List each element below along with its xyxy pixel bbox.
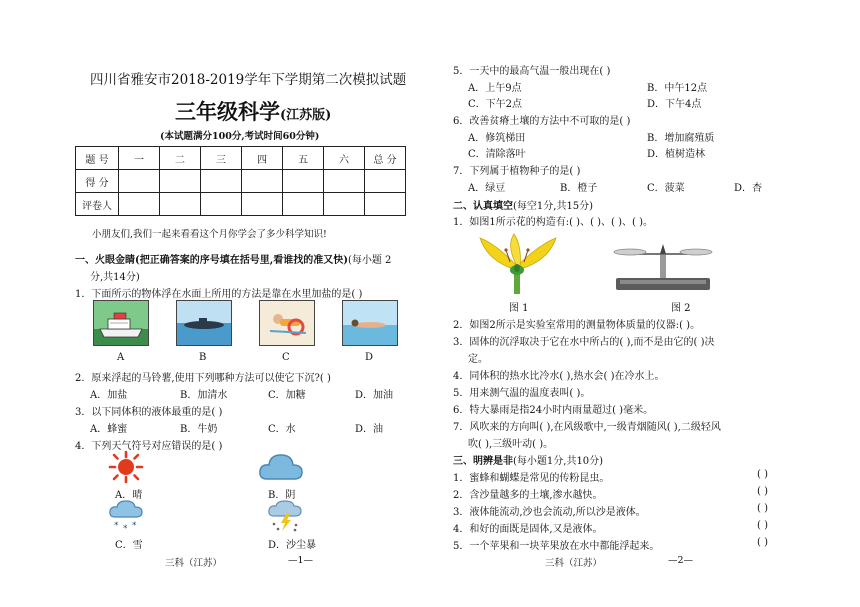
score-cell: 总 分 — [365, 147, 406, 170]
score-input-cell[interactable] — [242, 170, 283, 193]
grader-input-cell[interactable] — [365, 193, 406, 216]
subject-title — [175, 96, 331, 126]
q6-option-a: A．修筑梯田 — [468, 133, 526, 144]
answer-paren[interactable]: ( ) — [757, 537, 768, 548]
snow-icon — [108, 500, 144, 532]
answer-paren[interactable]: ( ) — [757, 469, 768, 480]
sun-icon — [108, 450, 144, 484]
grader-input-cell[interactable] — [242, 193, 283, 216]
section1-title: 一、火眼金睛(把正确答案的序号填在括号里,看谁找的准又快) — [75, 255, 348, 266]
submarine-image — [176, 300, 232, 346]
subject-main: 三年级科学 — [175, 99, 280, 124]
question-5: 5．一天中的最高气温一般出现在( ) — [453, 66, 611, 77]
greeting: 小朋友们,我们一起来看看这个月你学会了多少科学知识! — [92, 229, 327, 240]
fill-7: 7．风吹来的方向叫( ),在风级歌中,一级青烟随风( ),二级轻风 — [453, 422, 721, 433]
score-cell: 三 — [201, 147, 242, 170]
grader-input-cell[interactable] — [324, 193, 365, 216]
figure-2-caption: 图 2 — [671, 303, 691, 314]
question-1: 1．下面所示的物体浮在水面上所用的方法是靠在水里加盐的是( ) — [75, 289, 363, 300]
q1-label-b: B — [199, 352, 207, 363]
grader-input-cell[interactable] — [201, 193, 242, 216]
fill-2: 2．如图2所示是实验室常用的测量物体质量的仪器:( )。 — [453, 320, 701, 331]
balance-scale-icon — [608, 240, 718, 292]
answer-paren[interactable]: ( ) — [757, 486, 768, 497]
score-input-cell[interactable] — [283, 170, 324, 193]
q4-option-a: A．晴 — [115, 490, 143, 501]
q3-option-b: B．牛奶 — [180, 424, 218, 435]
section1-score-cont: 分,共14分) — [90, 272, 140, 283]
exam-title: 四川省雅安市2018-2019学年下学期第二次模拟试题 — [90, 72, 407, 88]
floating-person-image — [342, 300, 398, 346]
ship-image — [93, 300, 149, 346]
score-table — [75, 146, 406, 216]
fill-5: 5．用来测气温的温度表叫( )。 — [453, 388, 591, 399]
fill-3: 3．固体的沉浮取决于它在水中所占的( ),而不是由它的( )决 — [453, 337, 715, 348]
sandstorm-icon — [266, 500, 306, 532]
fill-3-cont: 定。 — [468, 354, 488, 365]
score-input-cell[interactable] — [365, 170, 406, 193]
judge-2: 2．含沙量越多的土壤,渗水越快。 — [453, 490, 603, 501]
q2-option-a: A．加盐 — [90, 390, 128, 401]
section3-heading — [453, 452, 603, 467]
flower-structure-icon — [478, 232, 558, 294]
question-2: 2．原来浮起的马铃薯,使用下列哪种方法可以使它下沉?( ) — [75, 373, 331, 384]
answer-paren[interactable]: ( ) — [757, 503, 768, 514]
score-cell: 五 — [283, 147, 324, 170]
q4-option-c: C．雪 — [115, 540, 143, 551]
footer-subject-left: 三科（江苏） — [165, 558, 223, 569]
section2-title: 二、认真填空 — [453, 201, 513, 212]
score-cell: 六 — [324, 147, 365, 170]
fill-7-cont: 吹( ),三级叶动( )。 — [468, 439, 554, 450]
score-cell: 一 — [119, 147, 160, 170]
swimmer-icon — [260, 301, 314, 345]
judge-3: 3．液体能流动,沙也会流动,所以沙是液体。 — [453, 507, 646, 518]
q5-option-d: D．下午4点 — [647, 99, 702, 110]
footer-page-right: —2— — [668, 555, 694, 566]
judge-5: 5．一个苹果和一块苹果放在水中都能浮起来。 — [453, 541, 660, 552]
svg-text:*: * — [123, 524, 128, 532]
svg-text:*: * — [114, 521, 119, 531]
question-7: 7．下列属于植物种子的是( ) — [453, 166, 581, 177]
score-cell: 四 — [242, 147, 283, 170]
submarine-icon — [177, 301, 231, 345]
q2-option-c: C．加糖 — [268, 390, 306, 401]
ship-icon — [94, 301, 148, 345]
footer-page-left: —1— — [288, 555, 314, 566]
score-cell: 二 — [160, 147, 201, 170]
q7-option-b: B．橙子 — [560, 183, 598, 194]
figure-1-caption: 图 1 — [509, 303, 529, 314]
grader-row — [76, 193, 406, 216]
answer-paren[interactable]: ( ) — [757, 520, 768, 531]
q6-option-d: D．植树造林 — [647, 149, 706, 160]
q1-label-d: D — [365, 352, 374, 363]
q3-option-d: D．油 — [355, 424, 384, 435]
score-input-cell[interactable] — [201, 170, 242, 193]
q5-option-b: B．中午12点 — [647, 83, 708, 94]
question-4: 4．下列天气符号对应错误的是( ) — [75, 441, 223, 452]
score-row — [76, 170, 406, 193]
q7-option-a: A．绿豆 — [468, 183, 506, 194]
q6-option-b: B．增加腐殖质 — [647, 133, 715, 144]
exam-note: (本试题满分100分,考试时间60分钟) — [160, 131, 320, 142]
section3-score: (每小题1分,共10分) — [513, 456, 604, 467]
swimmer-image — [259, 300, 315, 346]
q4-option-b: B．阴 — [268, 490, 296, 501]
q1-label-a: A — [117, 352, 125, 363]
section3-title: 三、明辨是非 — [453, 456, 513, 467]
q2-option-b: B．加清水 — [180, 390, 228, 401]
grader-input-cell[interactable] — [160, 193, 201, 216]
score-cell: 题 号 — [76, 147, 119, 170]
q4-option-d: D．沙尘暴 — [268, 540, 317, 551]
cloud-icon — [258, 450, 304, 482]
subject-edition: (江苏版) — [280, 108, 332, 123]
q3-option-a: A．蜂蜜 — [90, 424, 128, 435]
footer-subject-right: 三科（江苏） — [545, 558, 603, 569]
section2-heading — [453, 197, 593, 212]
fill-6: 6．特大暴雨是指24小时内雨量超过( )毫米。 — [453, 405, 654, 416]
score-row-label: 得 分 — [76, 170, 119, 193]
q5-option-a: A．上午9点 — [468, 83, 522, 94]
q1-label-c: C — [282, 352, 290, 363]
grader-input-cell[interactable] — [119, 193, 160, 216]
score-input-cell[interactable] — [119, 170, 160, 193]
q7-option-d: D．杏 — [734, 183, 763, 194]
grader-input-cell[interactable] — [283, 193, 324, 216]
question-6: 6．改善贫瘠土壤的方法中不可取的是( ) — [453, 116, 631, 127]
q2-option-d: D．加油 — [355, 390, 394, 401]
floating-person-icon — [343, 301, 397, 345]
judge-1: 1．蜜蜂和蝴蝶是常见的传粉昆虫。 — [453, 473, 610, 484]
judge-4: 4．和好的面既是固体,又是液体。 — [453, 524, 603, 535]
score-table-header — [76, 147, 406, 170]
section1-score: (每小题 2 — [347, 255, 392, 266]
q6-option-c: C．清除落叶 — [468, 149, 526, 160]
q5-option-c: C．下午2点 — [468, 99, 523, 110]
q3-option-c: C．水 — [268, 424, 296, 435]
fill-4: 4．同体积的热水比冷水( ),热水会( )在冷水上。 — [453, 371, 665, 382]
score-input-cell[interactable] — [160, 170, 201, 193]
score-input-cell[interactable] — [324, 170, 365, 193]
q7-option-c: C．菠菜 — [647, 183, 685, 194]
fill-1: 1．如图1所示花的构造有:( )、( )、( )、( )。 — [453, 217, 654, 228]
section2-score: (每空1分,共15分) — [513, 201, 594, 212]
question-3: 3．以下同体积的液体最重的是( ) — [75, 407, 223, 418]
section1-heading — [75, 251, 391, 266]
svg-text:*: * — [132, 521, 137, 531]
grader-row-label: 评卷人 — [76, 193, 119, 216]
